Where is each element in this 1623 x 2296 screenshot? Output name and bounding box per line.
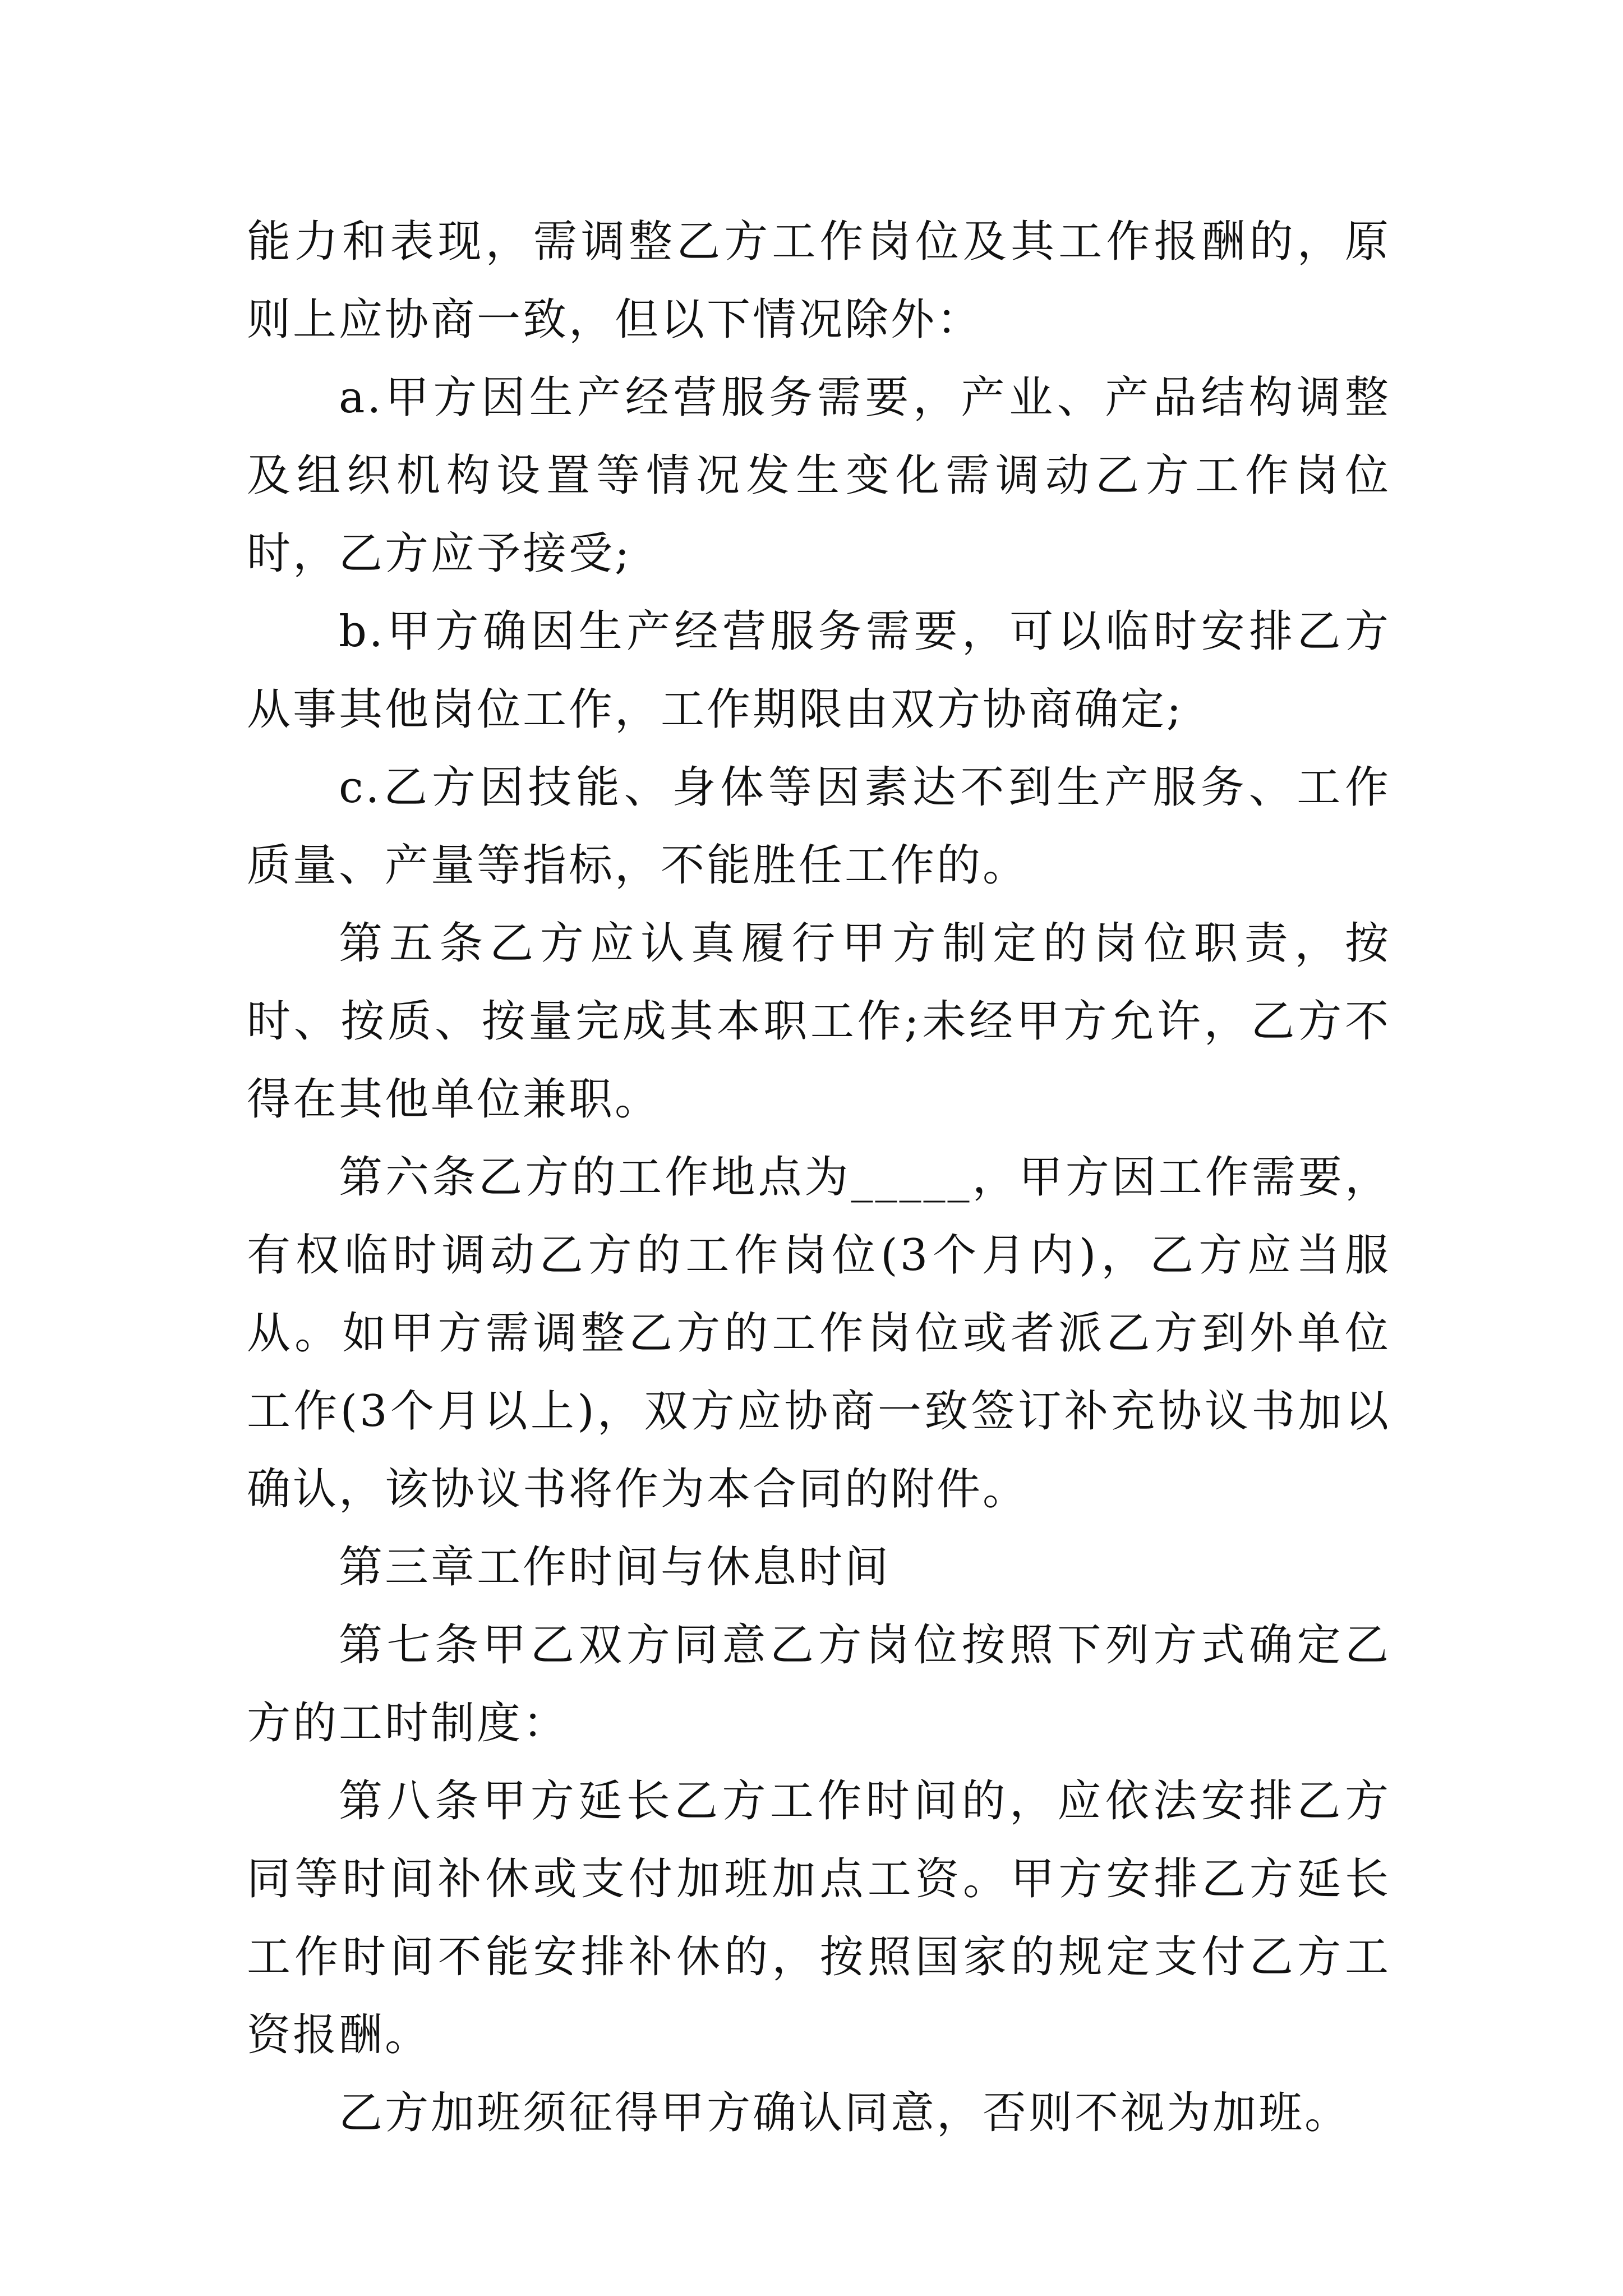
paragraph-continuation: 能力和表现，需调整乙方工作岗位及其工作报酬的，原则上应协商一致，但以下情况除外：	[247, 217, 1391, 345]
paragraph-article-8: 第八条甲方延长乙方工作时间的，应依法安排乙方同等时间补休或支付加班加点工资。甲方安排乙方延长工作时间不能安排补休的，按照国家的规定支付乙方工资报酬。	[247, 1776, 1391, 2060]
paragraph-article-6: 第六条乙方的工作地点为_____，甲方因工作需要，有权临时调动乙方的工作岗位(3个月内)，乙方应当服从。如甲方需调整乙方的工作岗位或者派乙方到外单位工作(3个月以上)，双方应协商一致签订补充协议书加以确认，该协议书将作为本合同的附件。	[247, 1152, 1391, 1515]
chapter-heading: 第三章工作时间与休息时间	[339, 1542, 891, 1593]
paragraph-item-c: c.乙方因技能、身体等因素达不到生产服务、工作质量、产量等指标，不能胜任工作的。	[247, 762, 1391, 891]
paragraph-article-5: 第五条乙方应认真履行甲方制定的岗位职责，按时、按质、按量完成其本职工作;未经甲方允许，乙方不得在其他单位兼职。	[247, 918, 1391, 1125]
paragraph-item-a: a.甲方因生产经营服务需要，产业、产品结构调整及组织机构设置等情况发生变化需调动乙方工作岗位时，乙方应予接受;	[247, 372, 1391, 579]
paragraph-item-b: b.甲方确因生产经营服务需要，可以临时安排乙方从事其他岗位工作，工作期限由双方协商确定;	[247, 606, 1391, 735]
paragraph-article-7: 第七条甲乙双方同意乙方岗位按照下列方式确定乙方的工时制度：	[247, 1620, 1391, 1749]
document-body	[247, 203, 1391, 2152]
paragraph-overtime-note: 乙方加班须征得甲方确认同意，否则不视为加班。	[339, 2088, 1351, 2138]
